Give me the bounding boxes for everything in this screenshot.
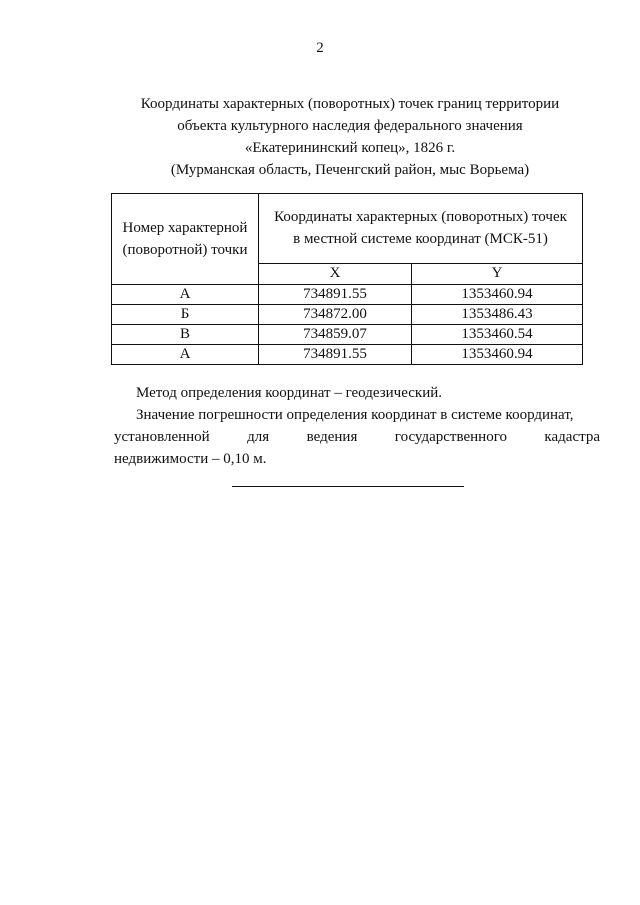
closing-rule: [232, 486, 464, 487]
body-text: [114, 382, 600, 470]
accuracy-line: установленной для ведения государственного кадастра: [114, 429, 600, 445]
header-coordinates-line: в местной системе координат (МСК-51): [293, 231, 548, 248]
cell-y: 1353460.94: [412, 345, 583, 365]
cell-point: В: [112, 325, 259, 345]
cell-y: 1353460.54: [412, 325, 583, 345]
coordinates-table: [111, 193, 583, 365]
table-row: [112, 345, 583, 365]
header-point-line: Номер характерной: [122, 220, 248, 236]
header-coordinates-line: Координаты характерных (поворотных) точек: [274, 209, 567, 226]
page-number: 2: [316, 40, 324, 56]
header-y: Y: [412, 263, 583, 284]
header-point-line: (поворотной) точки: [122, 242, 248, 258]
cell-x: 734891.55: [259, 285, 412, 305]
table-row: [112, 285, 583, 305]
cell-point: Б: [112, 305, 259, 325]
header-point-number: [112, 194, 259, 285]
table-row: [112, 305, 583, 325]
cell-point: А: [112, 345, 259, 365]
accuracy-line: недвижимости – 0,10 м.: [114, 451, 267, 467]
table-row: [112, 325, 583, 345]
title-line: объекта культурного наследия федерального значения: [177, 118, 523, 134]
header-coordinates: [259, 194, 583, 264]
cell-y: 1353486.43: [412, 305, 583, 325]
cell-point: А: [112, 285, 259, 305]
cell-x: 734891.55: [259, 345, 412, 365]
title-line: (Мурманская область, Печенгский район, мыс Ворьема): [170, 162, 530, 178]
title-line: Координаты характерных (поворотных) точек границ территории: [140, 96, 560, 112]
accuracy-line: Значение погрешности определения координат в системе координат,: [136, 407, 574, 423]
cell-x: 734872.00: [259, 305, 412, 325]
cell-y: 1353460.94: [412, 285, 583, 305]
header-x: X: [259, 263, 412, 284]
cell-x: 734859.07: [259, 325, 412, 345]
title-line: «Екатерининский копец», 1826 г.: [244, 140, 456, 156]
method-paragraph: Метод определения координат – геодезический.: [136, 385, 442, 401]
document-title: [60, 93, 640, 181]
